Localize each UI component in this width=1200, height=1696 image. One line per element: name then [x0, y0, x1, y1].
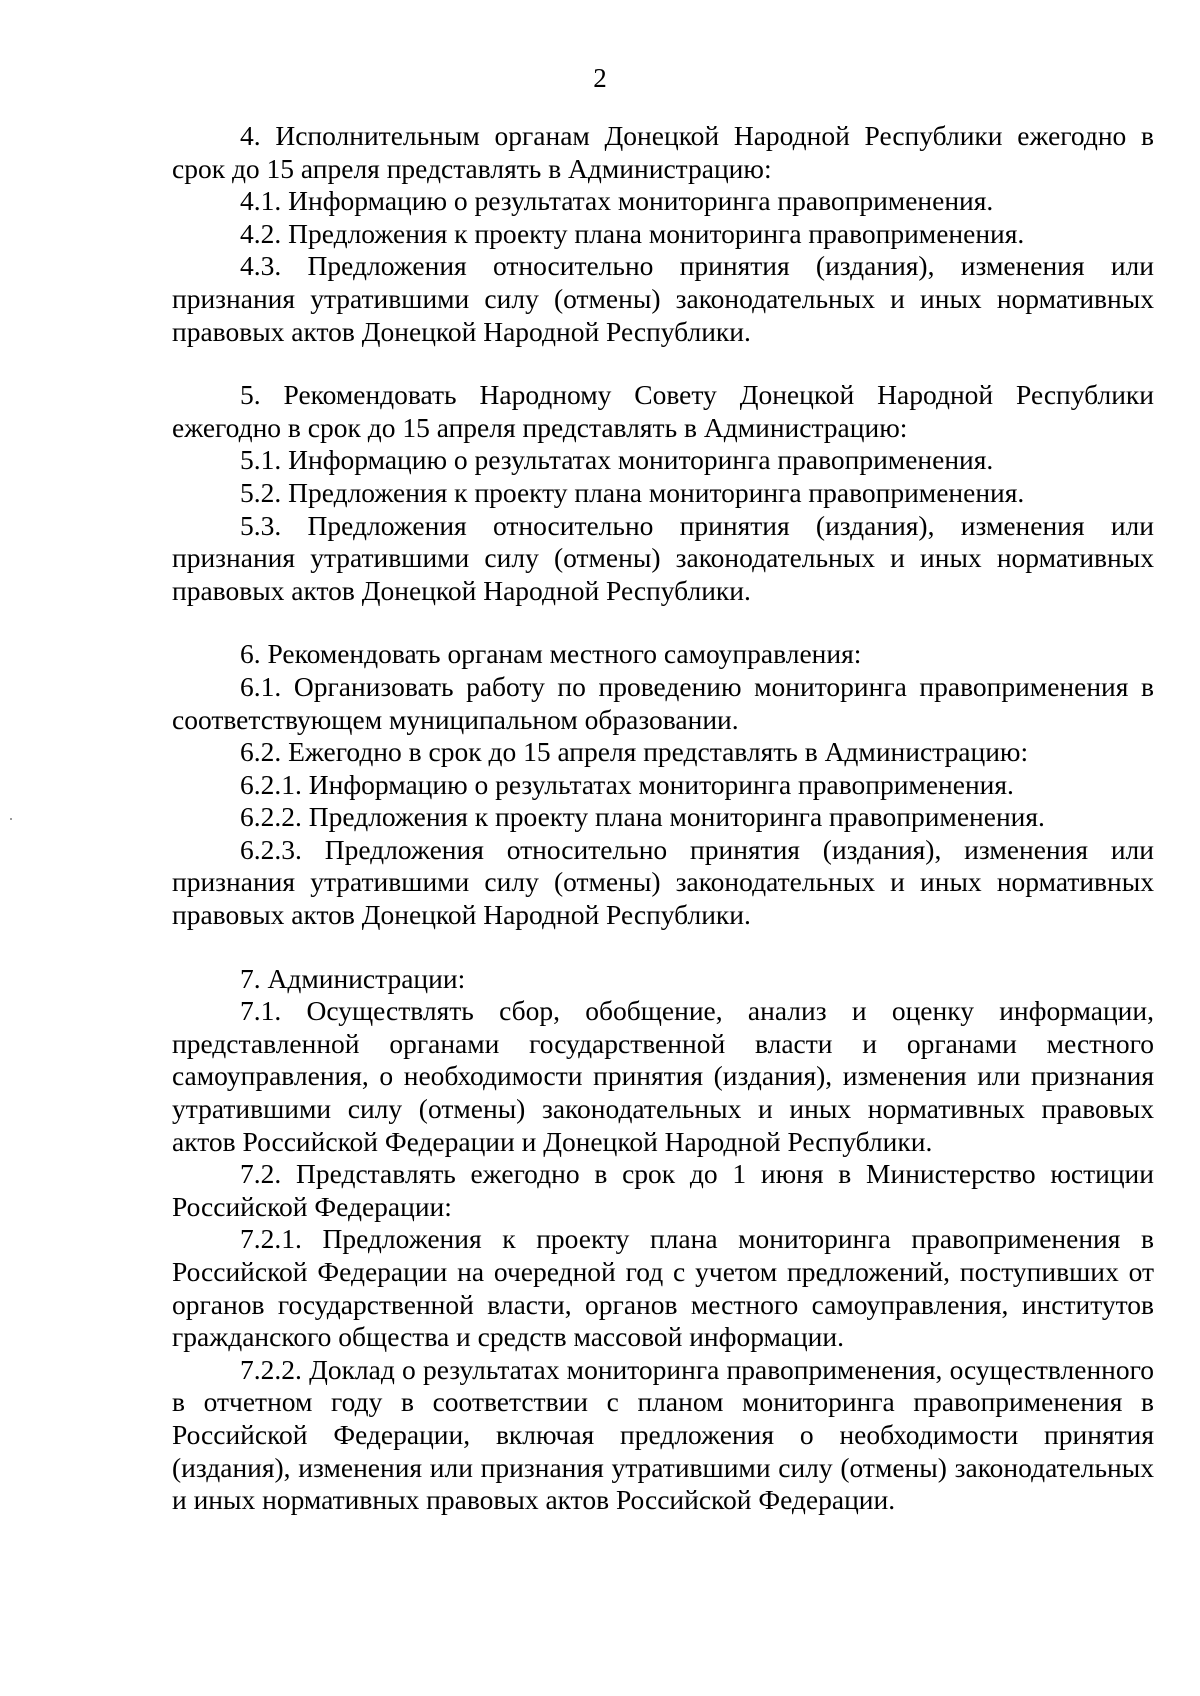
- page-number: 2: [593, 63, 607, 93]
- paragraph-6-1: 6.1. Организовать работу по проведению мониторинга правоприменения в соответствующем муниципальном образовании.: [172, 670, 1154, 735]
- paragraph-7-1: 7.1. Осуществлять сбор, обобщение, анализ и оценку информации, представленной органами государственной власти и органами местного самоуправления, о необходимости принятия (издания), изменения или признания утратившими силу (отмены) законодательных и иных нормативных правовых актов Российской Федерации и Донецкой Народной Республики.: [172, 995, 1154, 1157]
- paragraph-7-2-1: 7.2.1. Предложения к проекту плана мониторинга правоприменения в Российской Федерации на очередной год с учетом предложений, поступивших от органов государственной власти, органов местного самоуправления, институтов гражданского общества и средств массовой информации.: [172, 1223, 1154, 1353]
- paragraph-7-2: 7.2. Представлять ежегодно в срок до 1 июня в Министерство юстиции Российской Федерации:: [172, 1158, 1154, 1222]
- paragraph-6-2-3: 6.2.3. Предложения относительно принятия (издания), изменения или признания утратившими силу (отмены) законодательных и иных нормативных правовых актов Донецкой Народной Республики.: [172, 833, 1154, 931]
- paragraph-5: 5. Рекомендовать Народному Совету Донецкой Народной Республики ежегодно в срок до 15 апреля представлять в Администрацию:: [172, 379, 1154, 443]
- paragraph-4-1: 4.1. Информацию о результатах мониторинга правоприменения.: [240, 185, 994, 217]
- section-gap: [172, 932, 1154, 963]
- paragraph-4-2: 4.2. Предложения к проекту плана мониторинга правоприменения.: [240, 217, 1025, 249]
- section-gap: [172, 607, 1154, 638]
- paragraph-6-2-2: 6.2.2. Предложения к проекту плана мониторинга правоприменения.: [240, 801, 1045, 833]
- paragraph-5-3: 5.3. Предложения относительно принятия (издания), изменения или признания утратившими силу (отмены) законодательных и иных нормативных правовых актов Донецкой Народной Республики.: [172, 509, 1154, 606]
- section-4: [172, 120, 1154, 348]
- section-6: [172, 638, 1154, 931]
- paragraph-4: 4. Исполнительным органам Донецкой Народной Республики ежегодно в срок до 15 апреля представлять в Администрацию:: [172, 120, 1154, 184]
- section-5: [172, 379, 1154, 607]
- paragraph-5-2: 5.2. Предложения к проекту плана мониторинга правоприменения.: [240, 476, 1025, 508]
- section-gap: [172, 348, 1154, 379]
- paragraph-4-3: 4.3. Предложения относительно принятия (издания), изменения или признания утратившими силу (отмены) законодательных и иных нормативных правовых актов Донецкой Народной Республики.: [172, 250, 1154, 347]
- paragraph-6-2: 6.2. Ежегодно в срок до 15 апреля представлять в Администрацию:: [240, 736, 1029, 768]
- document-body: [172, 120, 1154, 1517]
- paragraph-6: 6. Рекомендовать органам местного самоуправления:: [240, 638, 862, 670]
- paragraph-6-2-1: 6.2.1. Информацию о результатах мониторинга правоприменения.: [240, 768, 1014, 800]
- section-7: [172, 963, 1154, 1517]
- paragraph-5-1: 5.1. Информацию о результатах мониторинга правоприменения.: [240, 444, 994, 476]
- scan-speck: [10, 818, 12, 820]
- paragraph-7: 7. Администрации:: [240, 962, 466, 994]
- paragraph-7-2-2: 7.2.2. Доклад о результатах мониторинга правоприменения, осуществленного в отчетном году в соответствии с планом мониторинга правоприменения в Российской Федерации, включая предложения о необходимости принятия (издания), изменения или признания утратившими силу (отмены) законодательных и иных нормативных правовых актов Российской Федерации.: [172, 1353, 1154, 1516]
